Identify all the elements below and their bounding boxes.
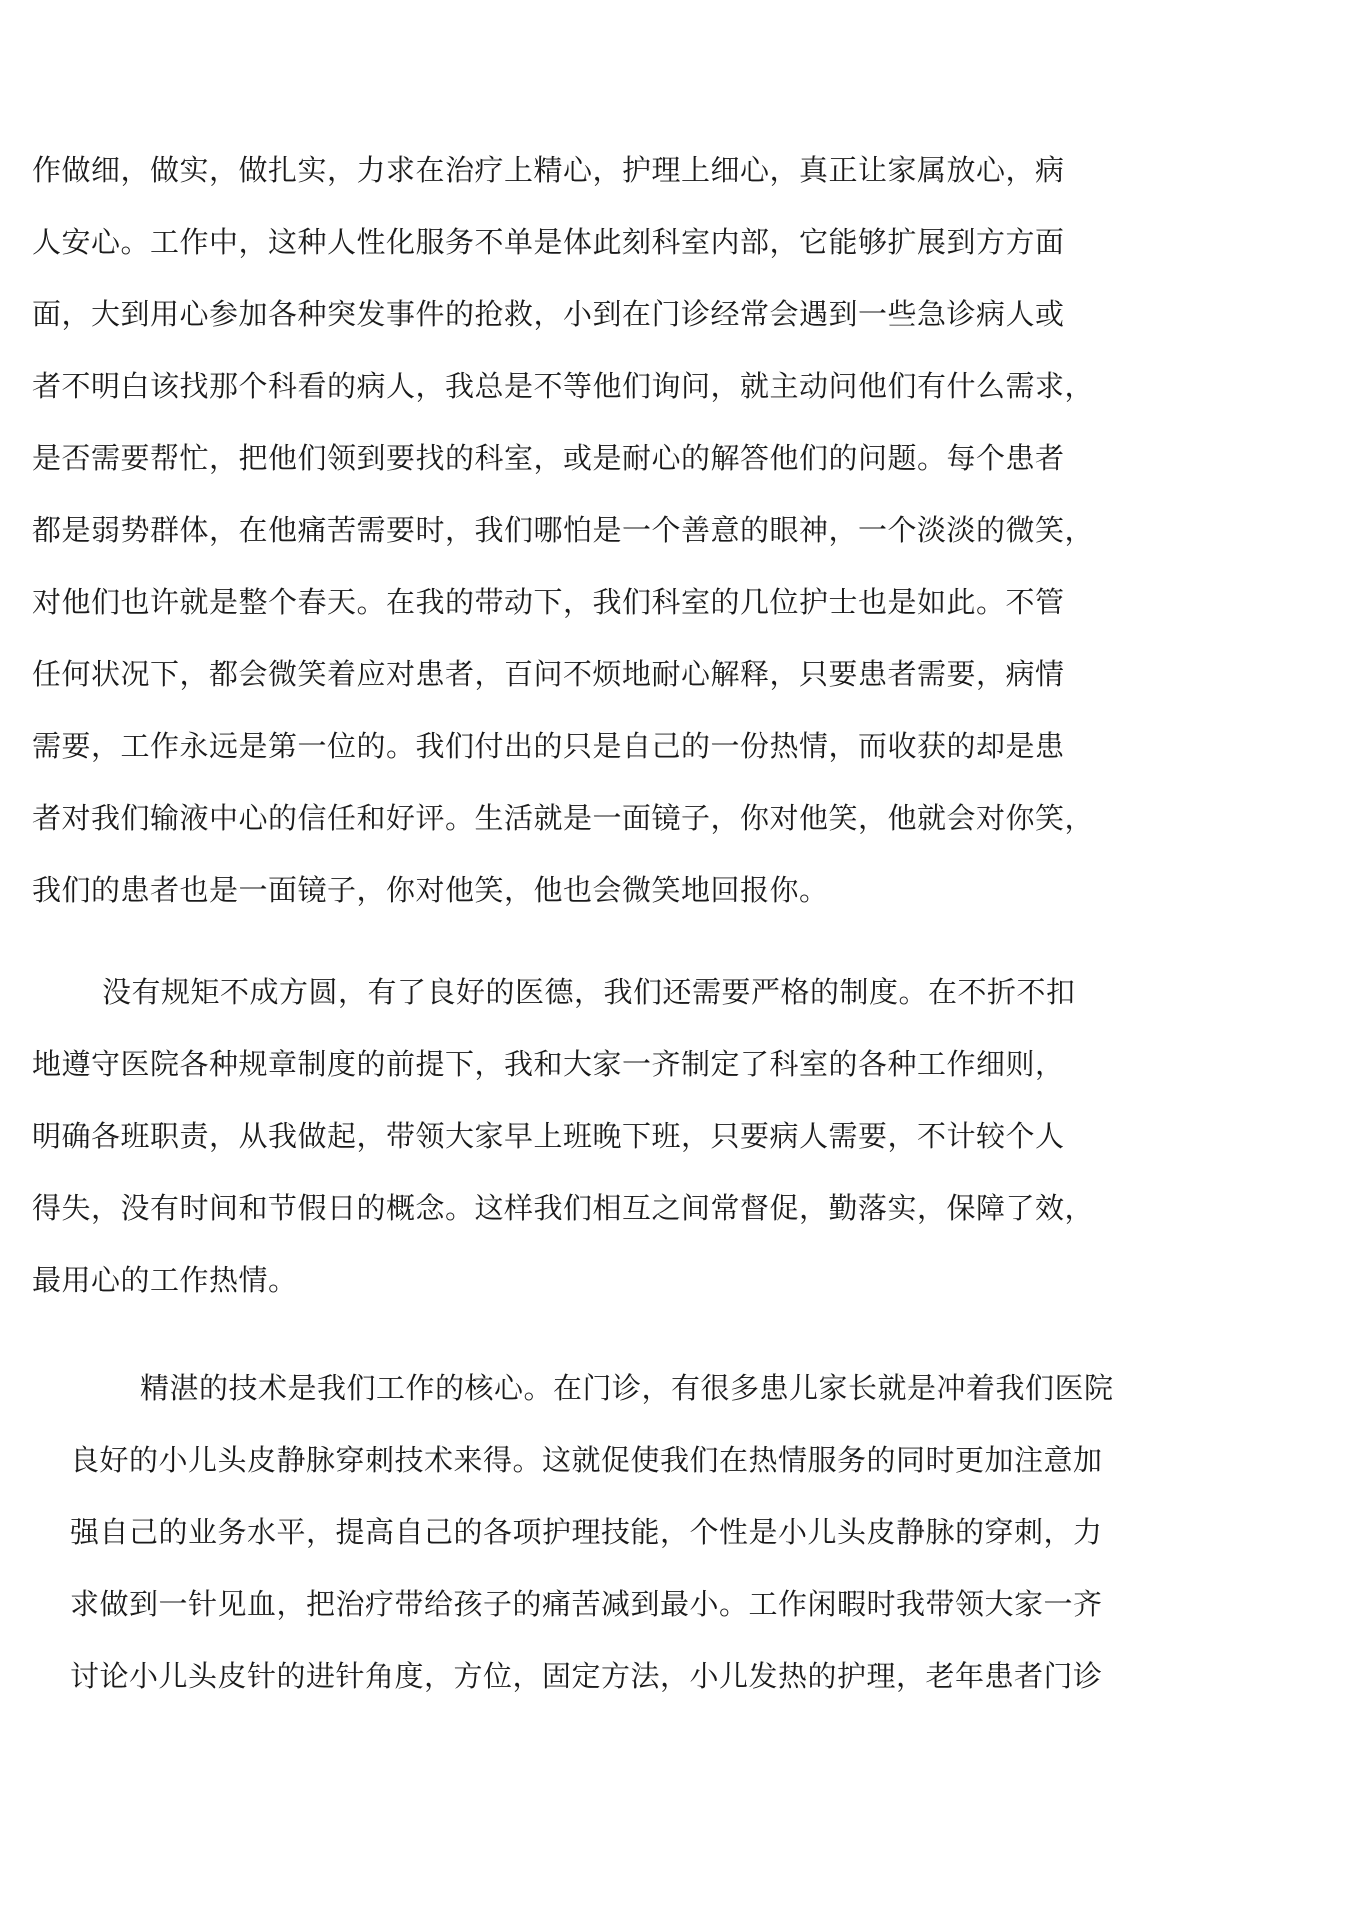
paragraph-line: 都是弱势群体，在他痛苦需要时，我们哪怕是一个善意的眼神，一个淡淡的微笑， xyxy=(32,513,1095,547)
paragraph-line: 地遵守医院各种规章制度的前提下，我和大家一齐制定了科室的各种工作细则， xyxy=(32,1047,1065,1081)
paragraph-line: 没有规矩不成方圆，有了良好的医德，我们还需要严格的制度。在不折不扣 xyxy=(102,975,1076,1009)
paragraph-2 xyxy=(32,956,1094,1316)
paragraph-line: 面，大到用心参加各种突发事件的抢救，小到在门诊经常会遇到一些急诊病人或 xyxy=(32,297,1065,331)
paragraph-line: 任何状况下，都会微笑着应对患者，百问不烦地耐心解释，只要患者需要，病情 xyxy=(32,657,1065,691)
paragraph-line: 求做到一针见血，把治疗带给孩子的痛苦减到最小。工作闲暇时我带领大家一齐 xyxy=(70,1587,1103,1621)
paragraph-1 xyxy=(32,134,1094,926)
paragraph-line: 得失，没有时间和节假日的概念。这样我们相互之间常督促，勤落实，保障了效， xyxy=(32,1191,1095,1225)
paragraph-line: 我们的患者也是一面镜子，你对他笑，他也会微笑地回报你。 xyxy=(32,873,829,907)
paragraph-3 xyxy=(70,1352,1114,1712)
paragraph-line: 强自己的业务水平，提高自己的各项护理技能，个性是小儿头皮静脉的穿刺，力 xyxy=(70,1515,1103,1549)
paragraph-line: 需要，工作永远是第一位的。我们付出的只是自己的一份热情，而收获的却是患 xyxy=(32,729,1065,763)
paragraph-line: 者对我们输液中心的信任和好评。生活就是一面镜子，你对他笑，他就会对你笑， xyxy=(32,801,1095,835)
paragraph-line: 良好的小儿头皮静脉穿刺技术来得。这就促使我们在热情服务的同时更加注意加 xyxy=(70,1443,1103,1477)
paragraph-line: 人安心。工作中，这种人性化服务不单是体此刻科室内部，它能够扩展到方方面 xyxy=(32,225,1065,259)
paragraph-line: 最用心的工作热情。 xyxy=(32,1263,298,1297)
paragraph-line: 讨论小儿头皮针的进针角度，方位，固定方法，小儿发热的护理，老年患者门诊 xyxy=(70,1659,1103,1693)
paragraph-line: 精湛的技术是我们工作的核心。在门诊，有很多患儿家长就是冲着我们医院 xyxy=(140,1371,1114,1405)
paragraph-line: 明确各班职责，从我做起，带领大家早上班晚下班，只要病人需要，不计较个人 xyxy=(32,1119,1065,1153)
paragraph-line: 作做细，做实，做扎实，力求在治疗上精心，护理上细心，真正让家属放心，病 xyxy=(32,153,1065,187)
paragraph-line: 对他们也许就是整个春天。在我的带动下，我们科室的几位护士也是如此。不管 xyxy=(32,585,1065,619)
paragraph-line: 是否需要帮忙，把他们领到要找的科室，或是耐心的解答他们的问题。每个患者 xyxy=(32,441,1065,475)
paragraph-line: 者不明白该找那个科看的病人，我总是不等他们询问，就主动问他们有什么需求， xyxy=(32,369,1095,403)
